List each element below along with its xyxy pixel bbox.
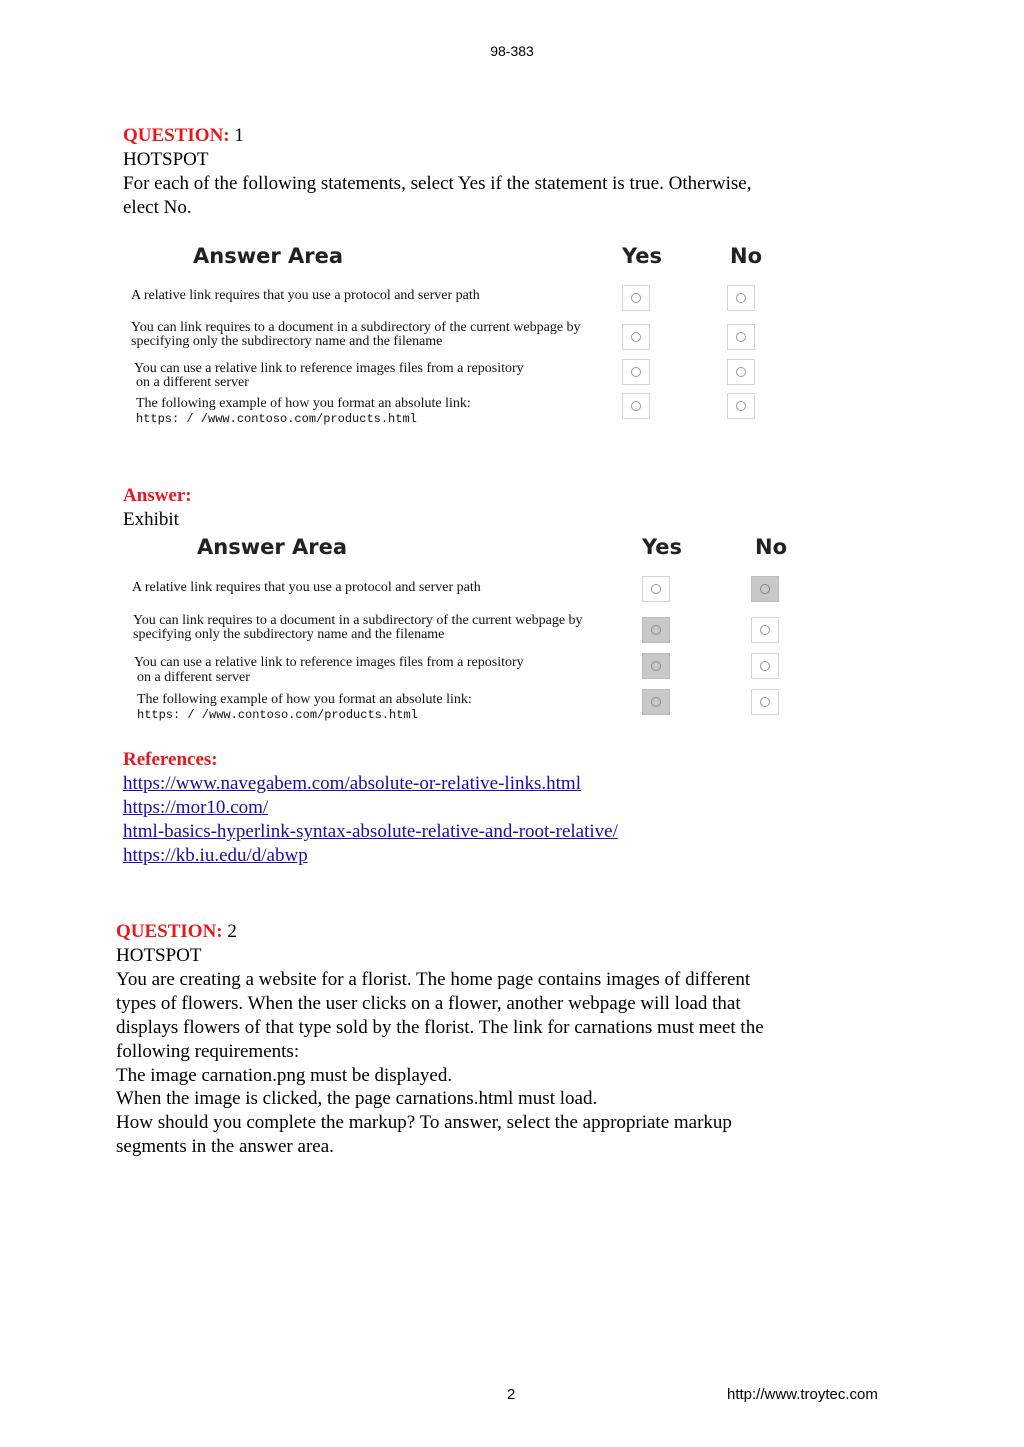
statement-3-cont: on a different server: [136, 375, 249, 390]
answer-label: Answer:: [123, 485, 192, 506]
answer-area-exhibit: [128, 530, 798, 725]
statement-2-cont: specifying only the subdirectory name and the filename: [133, 627, 445, 642]
no-radio-3[interactable]: [751, 653, 779, 679]
statement-2-cont: specifying only the subdirectory name and the filename: [131, 334, 443, 349]
q1-label: QUESTION:: [123, 125, 230, 146]
q2-text-line: following requirements:: [116, 1041, 300, 1062]
no-radio-4[interactable]: [751, 689, 779, 715]
radio-circle: [736, 367, 746, 377]
radio-circle: [736, 332, 746, 342]
q2-text-line: When the image is clicked, the page carnations.html must load.: [116, 1088, 598, 1109]
yes-radio-2[interactable]: [622, 324, 650, 350]
q1-type: HOTSPOT: [123, 149, 209, 170]
reference-link[interactable]: html-basics-hyperlink-syntax-absolute-relative-and-root-relative/: [123, 821, 618, 842]
answer-area-title: Answer Area: [193, 244, 344, 268]
q2-text-line: You are creating a website for a florist. The home page contains images of different: [116, 969, 751, 990]
radio-circle: [631, 332, 641, 342]
radio-circle: [760, 625, 770, 635]
q1-number: 1: [234, 125, 244, 146]
statement-4: The following example of how you format an absolute link:: [136, 396, 471, 411]
yes-radio-1[interactable]: [642, 576, 670, 602]
footer-url[interactable]: http://www.troytec.com: [727, 1386, 878, 1403]
radio-circle: [760, 697, 770, 707]
no-column-header: No: [730, 244, 763, 268]
references-label: References:: [123, 749, 218, 770]
q1-text-line: For each of the following statements, select Yes if the statement is true. Otherwise,: [123, 173, 752, 194]
statement-1: A relative link requires that you use a protocol and server path: [132, 580, 481, 595]
q2-text-line: types of flowers. When the user clicks on a flower, another webpage will load that: [116, 993, 741, 1014]
no-radio-3[interactable]: [727, 359, 755, 385]
q2-text-line: displays flowers of that type sold by the florist. The link for carnations must meet the: [116, 1017, 764, 1038]
q2-text-line: segments in the answer area.: [116, 1136, 334, 1157]
radio-circle: [631, 401, 641, 411]
page-number: 2: [507, 1386, 516, 1403]
answer-area-title: Answer Area: [197, 535, 348, 559]
yes-radio-4-selected[interactable]: [642, 689, 670, 715]
reference-link[interactable]: https://kb.iu.edu/d/abwp: [123, 845, 308, 866]
yes-radio-4[interactable]: [622, 393, 650, 419]
radio-circle: [631, 367, 641, 377]
q2-text-line: How should you complete the markup? To answer, select the appropriate markup: [116, 1112, 732, 1133]
exhibit-label: Exhibit: [123, 509, 179, 530]
statement-1: A relative link requires that you use a protocol and server path: [131, 288, 480, 303]
radio-circle: [760, 661, 770, 671]
yes-radio-3-selected[interactable]: [642, 653, 670, 679]
radio-circle: [631, 293, 641, 303]
radio-circle: [760, 584, 770, 594]
no-radio-1[interactable]: [727, 285, 755, 311]
q2-label: QUESTION:: [116, 921, 223, 942]
yes-radio-3[interactable]: [622, 359, 650, 385]
no-column-header: No: [755, 535, 788, 559]
reference-link[interactable]: https://www.navegabem.com/absolute-or-relative-links.html: [123, 773, 581, 794]
statement-3: You can use a relative link to reference images files from a repository: [134, 655, 524, 670]
q2-number: 2: [227, 921, 237, 942]
document-code: 98-383: [490, 43, 534, 59]
statement-4: The following example of how you format an absolute link:: [137, 692, 472, 707]
no-radio-2[interactable]: [751, 617, 779, 643]
radio-circle: [651, 697, 661, 707]
q1-heading: [123, 124, 244, 148]
statement-3: You can use a relative link to reference images files from a repository: [134, 361, 524, 376]
radio-circle: [651, 661, 661, 671]
yes-column-header: Yes: [642, 535, 683, 559]
radio-circle: [736, 401, 746, 411]
reference-link[interactable]: https://mor10.com/: [123, 797, 269, 818]
q1-text-line: elect No.: [123, 197, 192, 218]
radio-circle: [651, 584, 661, 594]
answer-area-question: [126, 236, 776, 436]
no-radio-4[interactable]: [727, 393, 755, 419]
q2-type: HOTSPOT: [116, 945, 202, 966]
statement-4-code: https: / /www.contoso.com/products.html: [137, 708, 418, 722]
statement-3-cont: on a different server: [137, 670, 250, 685]
yes-radio-2-selected[interactable]: [642, 617, 670, 643]
no-radio-1-selected[interactable]: [751, 576, 779, 602]
yes-radio-1[interactable]: [622, 285, 650, 311]
statement-4-code: https: / /www.contoso.com/products.html: [136, 412, 417, 426]
radio-circle: [651, 625, 661, 635]
yes-column-header: Yes: [622, 244, 663, 268]
statement-2: You can link requires to a document in a subdirectory of the current webpage by: [133, 613, 583, 628]
q2-text-line: The image carnation.png must be displayed.: [116, 1065, 453, 1086]
q2-heading: [116, 920, 237, 944]
radio-circle: [736, 293, 746, 303]
statement-2: You can link requires to a document in a subdirectory of the current webpage by: [131, 320, 581, 335]
no-radio-2[interactable]: [727, 324, 755, 350]
